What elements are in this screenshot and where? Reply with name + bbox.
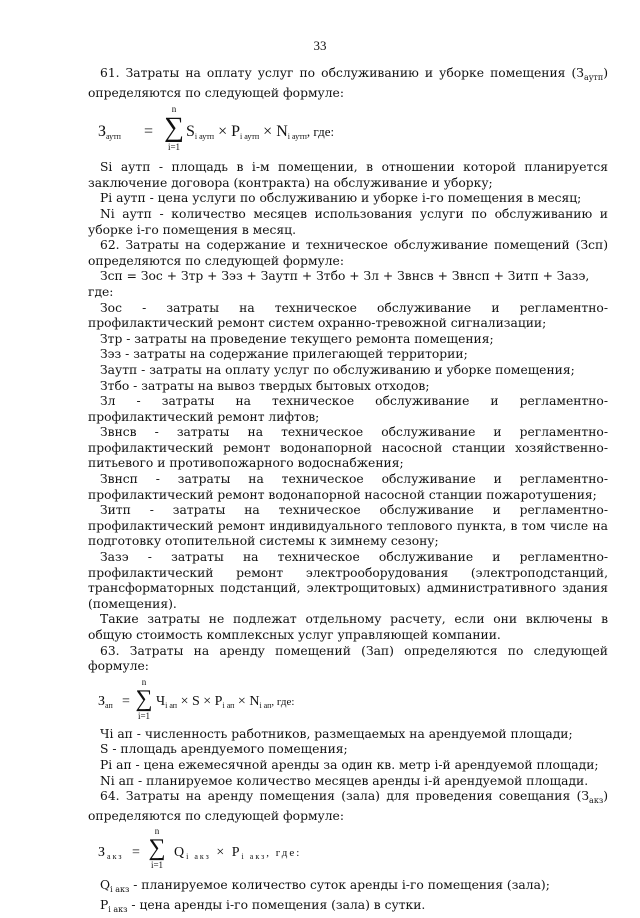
- document-body: [88, 66, 608, 918]
- def-n-i-autp: Ni аутп - количество месяцев использования услуги по обслуживанию и уборке i-го помещения в месяц.: [88, 206, 608, 237]
- def-zitp: Зитп - затраты на техническое обслуживание и регламентно-профилактический ремонт индивидуального теплового пункта, в том числе на подготовку отопительной системы к зимнему сезону;: [88, 503, 608, 549]
- clause-64-intro: 64. Затраты на аренду помещения (зала) для проведения совещания $(З_{акз})$ определяются по следующей формуле:: [88, 789, 608, 823]
- def-p-i-akz: $P_{i акз}$ - цена аренды i-го помещения (зала) в сутки.: [100, 897, 426, 914]
- def-n-i-ap: Ni ап - планируемое количество месяцев аренды i-й арендуемой площади.: [100, 773, 589, 788]
- clause-62-note: Такие затраты не подлежат отдельному расчету, если они включены в общую стоимость комплексных услуг управляющей компании.: [88, 612, 608, 642]
- formula-62: Зсп = Зос + Зтр + Зэз + Заутп + Зтбо + Зл + Звнсв + Звнсп + Зитп + Зазэ, где:: [88, 269, 590, 299]
- def-zaze: Зазэ - затраты на техническое обслуживание и регламентно-профилактический ремонт электрооборудования (электроподстанций, трансформаторных подстанций, электрощитовых) административного здания (помещения).: [88, 550, 608, 611]
- clause-61-intro: 61. Затраты на оплату услуг по обслуживанию и уборке помещения $(З_{аутп})$ определяются по следующей формуле:: [88, 66, 608, 100]
- clause-62-intro: 62. Затраты на содержание и техническое обслуживание помещений (Зсп) определяются по следующей формуле:: [88, 238, 608, 268]
- def-zos: Зос - затраты на техническое обслуживание и регламентно-профилактический ремонт систем охранно-тревожной сигнализации;: [88, 300, 608, 331]
- def-zvnsv: Звнсв - затраты на техническое обслуживание и регламентно-профилактический ремонт водонапорной насосной станции хозяйственно-питьевого и противопожарного водоснабжения;: [88, 425, 608, 471]
- def-p-i-ap: Pi ап - цена ежемесячной аренды за один кв. метр i-й арендуемой площади;: [100, 757, 599, 772]
- def-zautp: Заутп - затраты на оплату услуг по обслуживанию и уборке помещения;: [100, 362, 575, 377]
- def-zez: Зэз - затраты на содержание прилегающей территории;: [100, 347, 468, 362]
- formula-61: $З_{аутп}$ = n ∑ i=1 $S_{i аутп} \times P_{i аутп} \times N_{i аутп}$, где:: [98, 104, 335, 153]
- sum-sign: n ∑ i=1: [135, 676, 153, 721]
- formula-64: $З_{акз}$ = n ∑ i=1 $Q_{i акз} \times P_{i акз}$, где:: [98, 826, 302, 871]
- def-s-i-autp: Si аутп - площадь в i-м помещении, в отношении которой планируется заключение договора (контракта) на обслуживание и уборку;: [88, 160, 608, 190]
- def-zl: Зл - затраты на техническое обслуживание и регламентно-профилактический ремонт лифтов;: [88, 394, 608, 424]
- sum-sign: n ∑ i=1: [148, 826, 166, 871]
- sum-sign: n ∑ i=1: [164, 104, 184, 153]
- def-ch-i-ap: Чi ап - численность работников, размещаемых на арендуемой площади;: [100, 726, 573, 741]
- def-s-area: S - площадь арендуемого помещения;: [100, 742, 348, 757]
- formula-63: $З_{ап}$ = n ∑ i=1 $Ч_{i ап} \times S \times P_{i ап} \times N_{i ап}$, где:: [98, 676, 295, 721]
- def-p-i-autp: Pi аутп - цена услуги по обслуживанию и уборке i-го помещения в месяц;: [100, 191, 582, 206]
- clause-63-intro: 63. Затраты на аренду помещений (Зап) определяются по следующей формуле:: [88, 643, 608, 674]
- page-number: 33: [313, 38, 327, 53]
- def-zvnsp: Звнсп - затраты на техническое обслуживание и регламентно-профилактический ремонт водонапорной насосной станции пожаротушения;: [88, 472, 608, 502]
- def-ztbo: Зтбо - затраты на вывоз твердых бытовых отходов;: [100, 378, 430, 393]
- def-q-i-akz: $Q_{i акз}$ - планируемое количество суток аренды i-го помещения (зала);: [100, 878, 550, 895]
- def-ztr: Зтр - затраты на проведение текущего ремонта помещения;: [100, 331, 494, 346]
